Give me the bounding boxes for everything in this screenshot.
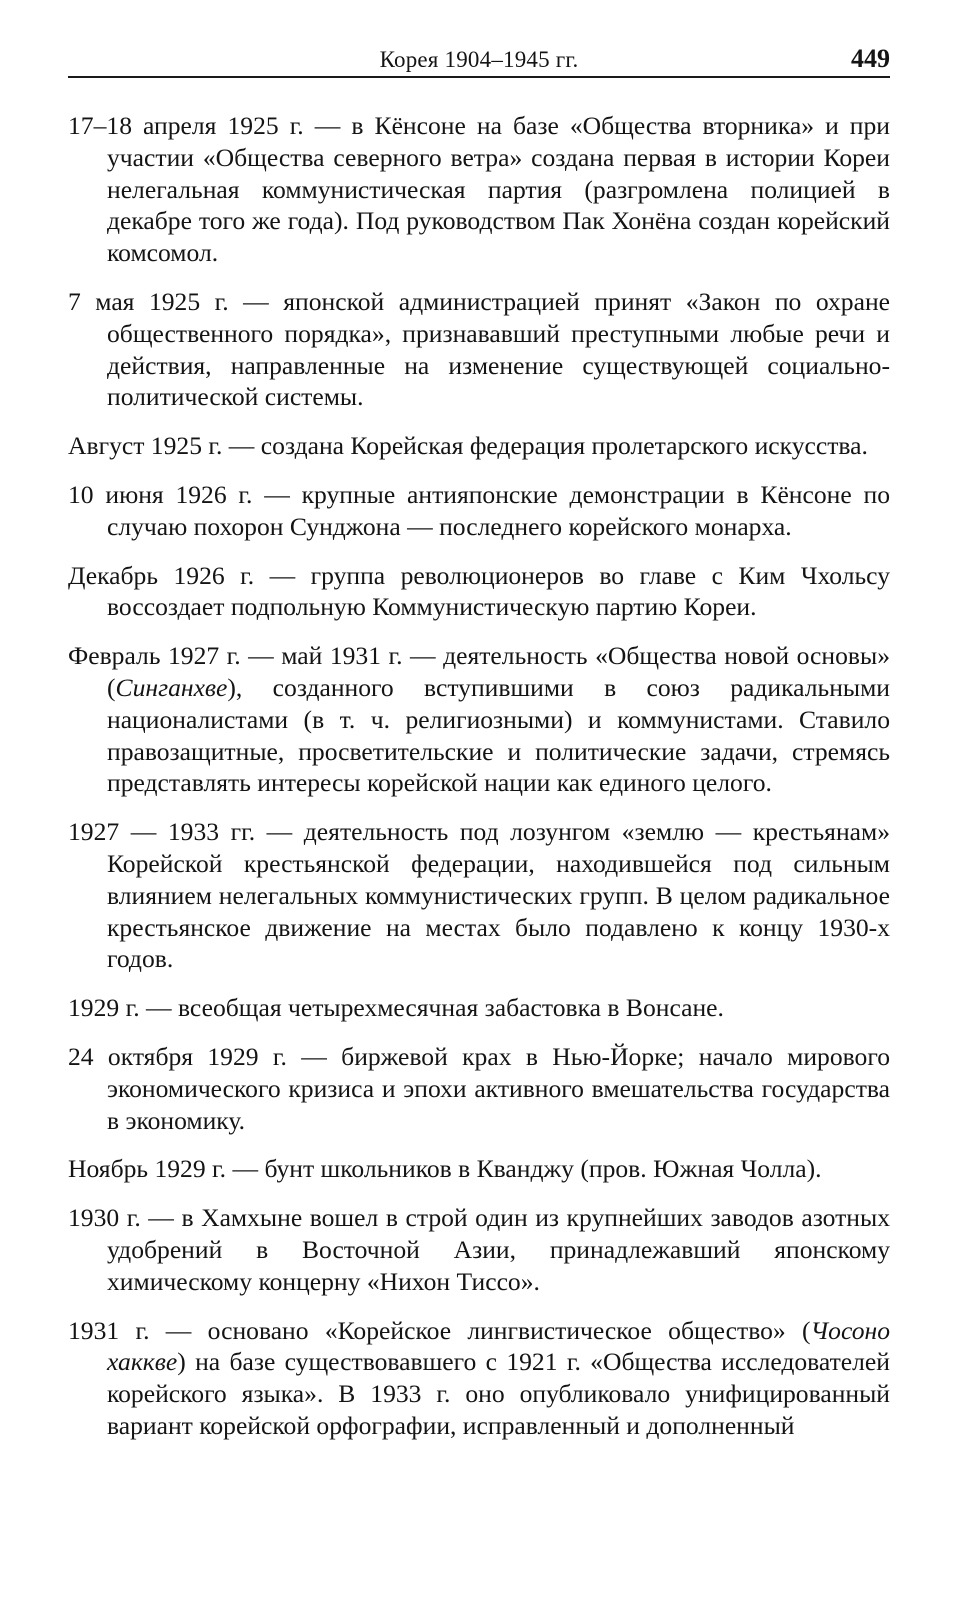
entry-text: 7 мая 1925 г. — японской администрацией принят «Закон по охране общественного порядка», признававший преступными любые речи и действия, направленные на изменение существующей социально-политической системы. bbox=[68, 286, 890, 412]
chronology-entry bbox=[68, 1315, 890, 1442]
entry-text: ), созданного вступившими в союз радикальными националистами (в т. ч. религиозными) и коммунистами. Ставило правозащитные, просветительские и политические задачи, стремясь представлять интересы корейской нации как единого целого. bbox=[107, 672, 890, 798]
book-page bbox=[68, 0, 890, 1440]
entry-text: 1931 г. — основано «Корейское лингвистическое общество» ( bbox=[68, 1315, 811, 1345]
entry-text: Август 1925 г. — создана Корейская федерация пролетарского искусства. bbox=[68, 431, 868, 461]
chronology-entry bbox=[68, 992, 890, 1024]
chronology-entry bbox=[68, 430, 890, 462]
page-number: 449 bbox=[851, 44, 890, 73]
entry-text: Декабрь 1926 г. — группа революционеров во главе с Ким Чхольсу воссоздает подпольную Коммунистическую партию Кореи. bbox=[68, 560, 890, 622]
chronology-entry bbox=[68, 816, 890, 975]
entry-text: 17–18 апреля 1925 г. — в Кёнсоне на базе «Общества вторника» и при участии «Общества северного ветра» создана первая в истории Кореи нелегальная коммунистическая партия (разгромлена полицией в декабре того же года). Под руководством Пак Хонёна создан корейский комсомол. bbox=[68, 111, 890, 268]
header-rule bbox=[68, 76, 890, 78]
entry-text: ) на базе существовавшего с 1921 г. «Общества исследователей корейского языка». В 1933 г. оно опубликовало унифицированный вариант корейской орфографии, исправленный и дополненный bbox=[107, 1347, 890, 1440]
chronology-entry bbox=[68, 1153, 890, 1185]
entry-text: Ноябрь 1929 г. — бунт школьников в Кванджу (пров. Южная Чолла). bbox=[68, 1154, 822, 1184]
entry-text: 1929 г. — всеобщая четырехмесячная забастовка в Вонсане. bbox=[68, 993, 724, 1023]
entry-italic-term: Синганхве bbox=[115, 672, 228, 702]
chronology-entry bbox=[68, 110, 890, 269]
chronology-entry bbox=[68, 479, 890, 543]
running-title: Корея 1904–1945 гг. bbox=[379, 47, 579, 72]
chronology-entry bbox=[68, 1202, 890, 1297]
entry-text: 10 июня 1926 г. — крупные антияпонские демонстрации в Кёнсоне по случаю похорон Сунджона — последнего корейского монарха. bbox=[68, 479, 890, 541]
chronology-entry bbox=[68, 640, 890, 799]
entry-text: 1930 г. — в Хамхыне вошел в строй один из крупнейших заводов азотных удобрений в Восточной Азии, принадлежавший японскому химическому концерну «Нихон Тиссо». bbox=[68, 1203, 890, 1296]
chronology-entry bbox=[68, 1041, 890, 1136]
entry-text: 24 октября 1929 г. — биржевой крах в Нью-Йорке; начало мирового экономического кризиса и эпохи активного вмешательства государства в экономику. bbox=[68, 1041, 890, 1135]
chronology-list bbox=[68, 110, 890, 1459]
entry-italic-term: Чосоно хаккве bbox=[107, 1315, 890, 1377]
running-header bbox=[68, 0, 890, 80]
chronology-entry bbox=[68, 286, 890, 413]
entry-text: 1927 — 1933 гг. — деятельность под лозунгом «землю — крестьянам» Корейской крестьянской федерации, находившейся под сильным влиянием нелегальных коммунистических групп. В целом радикальное крестьянское движение на местах было подавлено к концу 1930-х годов. bbox=[68, 817, 890, 974]
chronology-entry bbox=[68, 560, 890, 624]
entry-text: Февраль 1927 г. — май 1931 г. — деятельность «Общества новой основы» ( bbox=[68, 641, 890, 702]
